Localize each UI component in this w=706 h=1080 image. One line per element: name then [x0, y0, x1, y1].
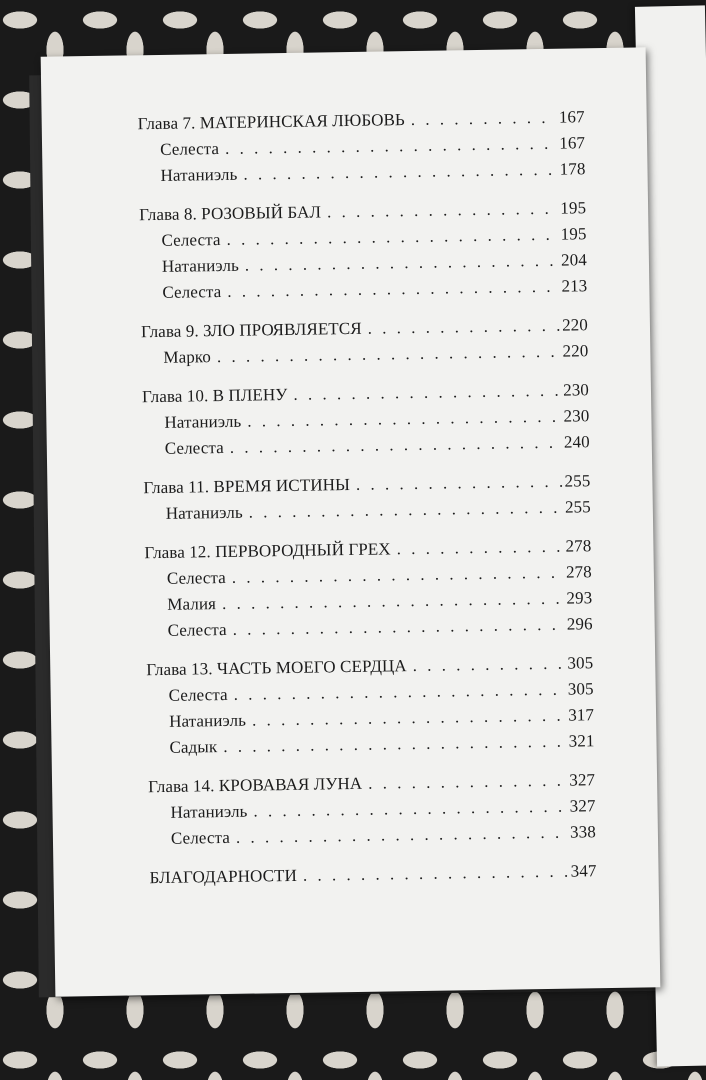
toc-page-number: 327	[569, 796, 596, 816]
toc-section-name: Малия	[167, 594, 217, 614]
toc-chapter	[139, 195, 588, 306]
toc-page-number: 220	[561, 315, 589, 335]
toc-leader-dots	[356, 469, 563, 498]
toc-section-name: Натаниэль	[161, 255, 239, 276]
toc-chapter	[148, 767, 596, 852]
toc-page-number: 230	[563, 406, 590, 426]
toc-page-number: 293	[566, 588, 593, 608]
toc-leader-dots	[411, 105, 557, 133]
toc-section-name: Натаниэль	[164, 411, 242, 432]
toc-page-number: 338	[569, 822, 597, 842]
toc-chapter	[143, 468, 591, 527]
toc-leader-dots	[327, 196, 559, 226]
toc-section-name: Садык	[169, 737, 218, 757]
toc-leader-dots	[217, 339, 561, 370]
toc-chapter	[138, 104, 586, 189]
toc-page-number: 305	[567, 653, 594, 673]
toc-chapter-entry	[149, 858, 596, 891]
toc-section-name: Селеста	[166, 567, 226, 588]
toc-section-name: Селеста	[164, 437, 224, 458]
toc-section-name: Селеста	[167, 619, 227, 640]
toc-chapter-title: Глава 7. МАТЕРИНСКАЯ ЛЮБОВЬ	[137, 110, 405, 134]
toc-page-number: 220	[562, 341, 589, 361]
toc-chapter-title: Глава 14. КРОВАВАЯ ЛУНА	[147, 773, 363, 797]
toc-page-number: 317	[568, 705, 595, 725]
toc-leader-dots	[368, 313, 561, 342]
toc-page-number: 195	[560, 224, 587, 244]
toc-chapter-title: БЛАГОДАРНОСТИ	[149, 865, 298, 888]
toc-chapter-title: Глава 13. ЧАСТЬ МОЕГО СЕРДЦА	[146, 656, 407, 680]
toc-leader-dots	[230, 430, 563, 461]
toc-page-number: 327	[569, 770, 596, 790]
toc-section-name: Селеста	[170, 827, 231, 848]
toc-chapter	[149, 858, 596, 891]
toc-page-number: 213	[561, 276, 588, 296]
toc-page-number: 278	[565, 536, 592, 556]
toc-section-name: Селеста	[162, 282, 222, 302]
toc-chapter-title: Глава 9. ЗЛО ПРОЯВЛЯЕТСЯ	[140, 318, 362, 342]
toc-page-number: 167	[559, 133, 586, 153]
toc-chapter-title: Глава 8. РОЗОВЫЙ БАЛ	[138, 202, 322, 225]
table-of-contents	[138, 104, 597, 891]
toc-section-name: Натаниэль	[160, 164, 238, 185]
toc-page-number: 255	[564, 471, 591, 491]
toc-section-name: Натаниэль	[170, 801, 248, 822]
toc-leader-dots	[243, 157, 558, 188]
toc-page-number: 278	[565, 562, 592, 582]
toc-chapter-title: Глава 11. ВРЕМЯ ИСТИНЫ	[143, 475, 351, 498]
toc-leader-dots	[397, 534, 564, 563]
toc-page-number: 230	[562, 380, 590, 400]
toc-chapter-title: Глава 10. В ПЛЕНУ	[141, 384, 288, 407]
toc-leader-dots	[303, 859, 569, 889]
toc-leader-dots	[227, 274, 560, 305]
toc-section-name: Селеста	[159, 139, 220, 159]
toc-page-number: 178	[559, 159, 586, 179]
toc-page-number: 296	[566, 614, 593, 634]
toc-leader-dots	[249, 495, 564, 526]
toc-leader-dots	[236, 820, 569, 851]
toc-page-number: 195	[560, 198, 587, 218]
toc-leader-dots	[413, 651, 566, 679]
toc-chapter	[146, 650, 595, 761]
toc-page-number: 240	[563, 432, 590, 452]
toc-chapter	[142, 377, 590, 462]
toc-page-number: 305	[567, 679, 594, 699]
book-page	[41, 47, 661, 996]
toc-page-number: 347	[570, 861, 597, 881]
toc-leader-dots	[223, 729, 567, 760]
toc-chapter	[144, 533, 593, 644]
toc-section-name: Натаниэль	[165, 502, 243, 523]
toc-section-name: Селеста	[168, 684, 228, 705]
toc-section-name: Марко	[163, 347, 212, 367]
toc-page-number: 255	[564, 497, 591, 517]
toc-page-number: 204	[560, 250, 588, 270]
toc-leader-dots	[368, 768, 568, 797]
toc-page-number: 167	[558, 107, 585, 127]
toc-section-name: Селеста	[161, 230, 221, 250]
toc-chapter-title: Глава 12. ПЕРВОРОДНЫЙ ГРЕХ	[144, 539, 391, 563]
toc-chapter	[141, 312, 589, 371]
toc-page-number: 321	[568, 731, 595, 751]
toc-section-entry	[138, 156, 585, 189]
toc-leader-dots	[232, 612, 565, 643]
toc-section-name: Натаниэль	[168, 710, 247, 731]
